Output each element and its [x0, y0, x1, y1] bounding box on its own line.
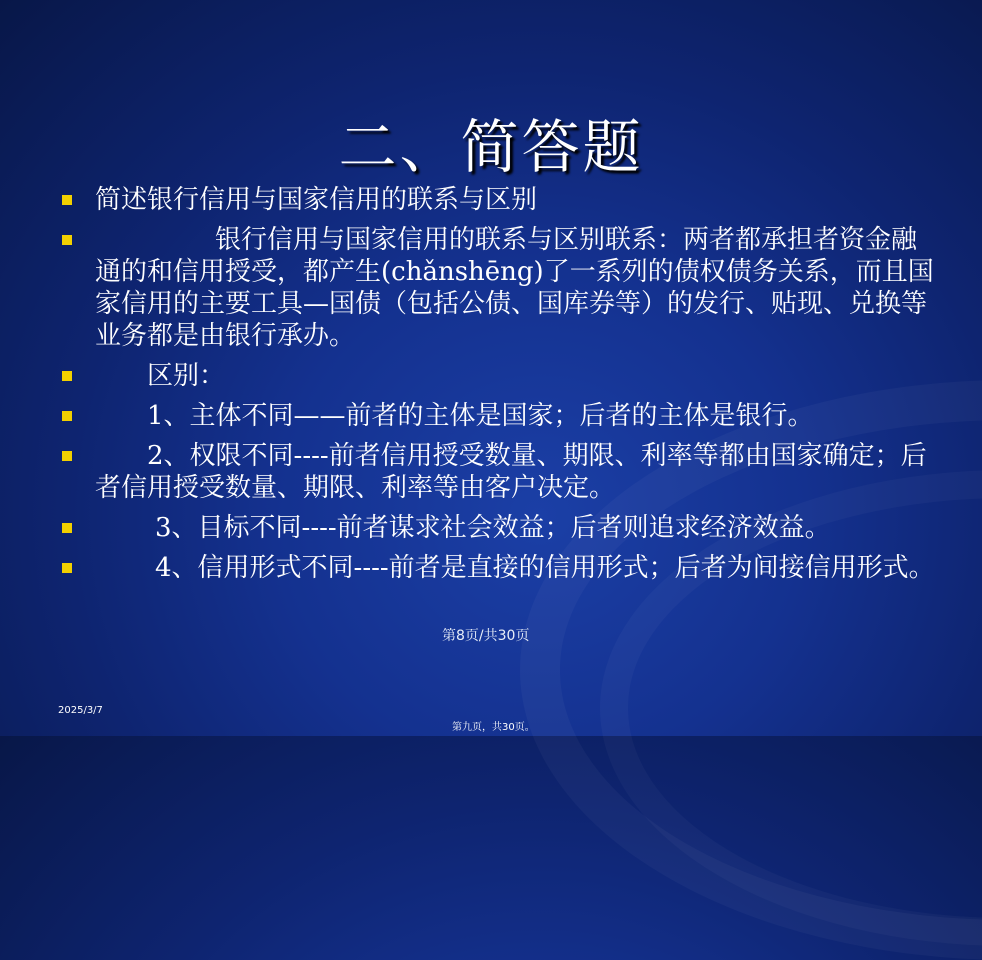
bullet-icon	[62, 371, 72, 381]
item-text: 区别：	[147, 361, 226, 391]
bullet-icon	[62, 451, 72, 461]
bullet-icon	[62, 235, 72, 245]
bullet-list	[55, 184, 935, 592]
bullet-icon	[62, 563, 72, 573]
page-number: 第8页/共30页	[442, 628, 530, 644]
list-item	[55, 400, 935, 432]
bullet-icon	[62, 411, 72, 421]
list-item	[55, 440, 935, 504]
list-item	[55, 184, 935, 216]
slide-date: 2025/3/7	[58, 705, 103, 716]
bullet-icon	[62, 195, 72, 205]
item-text: 4、信用形式不同----前者是直接的信用形式；后者为间接信用形式。	[155, 553, 935, 583]
bullet-icon	[62, 523, 72, 533]
list-item	[55, 360, 935, 392]
item-text: 1、主体不同——前者的主体是国家；后者的主体是银行。	[147, 401, 814, 431]
item-text: 2、权限不同----前者信用授受数量、期限、利率等都由国家确定；后者信用授受数量、期限、利率等由客户决定。	[95, 441, 927, 503]
slide-title: 二、简答题	[338, 113, 644, 181]
list-item	[55, 552, 935, 584]
list-item	[55, 224, 935, 352]
list-item	[55, 512, 935, 544]
item-text: 3、目标不同----前者谋求社会效益；后者则追求经济效益。	[155, 513, 831, 543]
footer-page-label: 第九页，共30页。	[452, 722, 535, 733]
item-text: 简述银行信用与国家信用的联系与区别	[95, 185, 538, 215]
item-text: 银行信用与国家信用的联系与区别联系：两者都承担者资金融通的和信用授受，都产生(chǎnshēng)了一系列的债权债务关系，而且国家信用的主要工具—国债（包括公债、国库券等）的发行、贴现、兑换等业务都是由银行承办。	[95, 225, 934, 351]
